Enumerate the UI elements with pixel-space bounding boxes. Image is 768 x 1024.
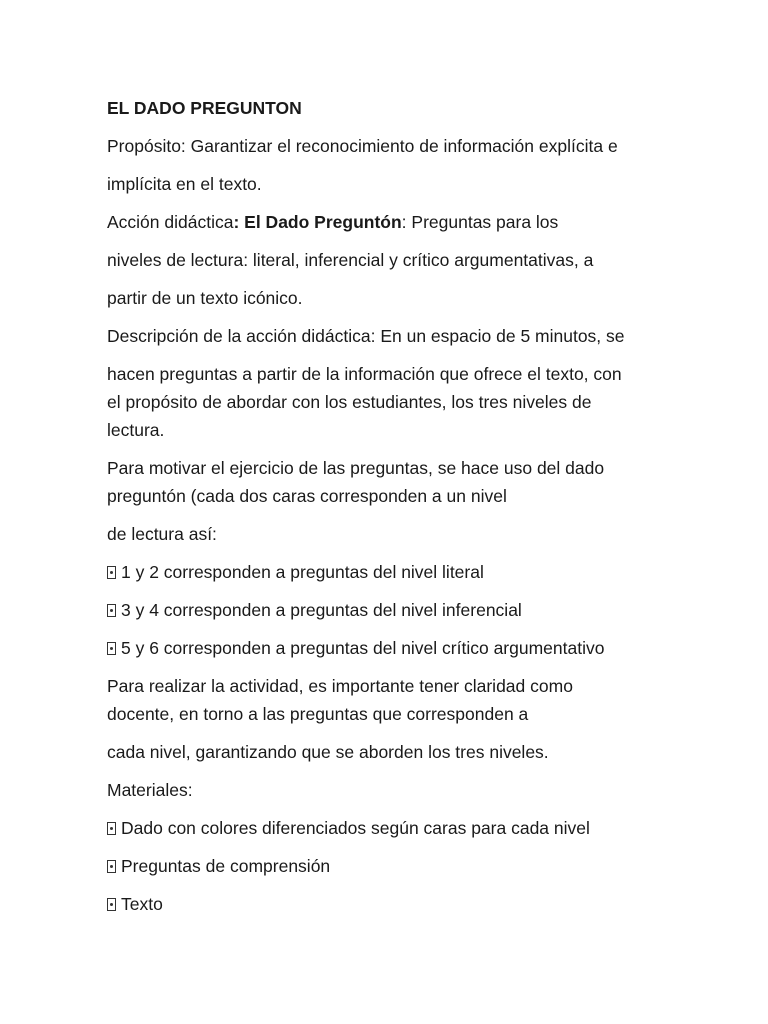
missing-glyph-box-icon xyxy=(107,860,116,873)
action-suffix: : Preguntas para los xyxy=(401,212,559,232)
level-item-text: 5 y 6 corresponden a preguntas del nivel crítico argumentativo xyxy=(121,638,605,658)
purpose-line-2: implícita en el texto. xyxy=(107,174,262,194)
motivation-line-1: Para motivar el ejercicio de las preguntas, se hace uso del dado xyxy=(107,458,605,478)
materials-label: Materiales: xyxy=(107,780,193,800)
motivation-line-2: preguntón (cada dos caras corresponden a un nivel xyxy=(107,486,507,506)
action-line-3: partir de un texto icónico. xyxy=(107,288,303,308)
description-line-2: hacen preguntas a partir de la información que ofrece el texto, con xyxy=(107,364,622,384)
material-item xyxy=(107,852,687,880)
material-item xyxy=(107,890,687,918)
description-line-1: Descripción de la acción didáctica: En un espacio de 5 minutos, se xyxy=(107,326,625,346)
action-prefix: Acción didáctica xyxy=(107,212,234,232)
level-item xyxy=(107,596,687,624)
level-item xyxy=(107,634,687,662)
level-item-text: 3 y 4 corresponden a preguntas del nivel inferencial xyxy=(121,600,522,620)
missing-glyph-box-icon xyxy=(107,566,116,579)
missing-glyph-box-icon xyxy=(107,898,116,911)
material-item xyxy=(107,814,687,842)
material-item-text: Preguntas de comprensión xyxy=(121,856,331,876)
material-item-text: Dado con colores diferenciados según caras para cada nivel xyxy=(121,818,590,838)
description-line-4: lectura. xyxy=(107,420,165,440)
action-bold-name: : El Dado Preguntón xyxy=(233,212,402,232)
purpose-line-1: Propósito: Garantizar el reconocimiento de información explícita e xyxy=(107,136,618,156)
document-page xyxy=(107,94,687,918)
missing-glyph-box-icon xyxy=(107,642,116,655)
missing-glyph-box-icon xyxy=(107,822,116,835)
missing-glyph-box-icon xyxy=(107,604,116,617)
description-line-3: el propósito de abordar con los estudiantes, los tres niveles de xyxy=(107,392,592,412)
action-line-2: niveles de lectura: literal, inferencial y crítico argumentativas, a xyxy=(107,250,594,270)
activity-line-3: cada nivel, garantizando que se aborden los tres niveles. xyxy=(107,742,549,762)
motivation-line-3: de lectura así: xyxy=(107,524,217,544)
activity-line-2: docente, en torno a las preguntas que corresponden a xyxy=(107,704,529,724)
action-line-1 xyxy=(107,208,687,236)
activity-line-1: Para realizar la actividad, es importante tener claridad como xyxy=(107,676,573,696)
document-title: EL DADO PREGUNTON xyxy=(107,98,302,118)
level-item xyxy=(107,558,687,586)
level-item-text: 1 y 2 corresponden a preguntas del nivel literal xyxy=(121,562,484,582)
material-item-text: Texto xyxy=(121,894,163,914)
